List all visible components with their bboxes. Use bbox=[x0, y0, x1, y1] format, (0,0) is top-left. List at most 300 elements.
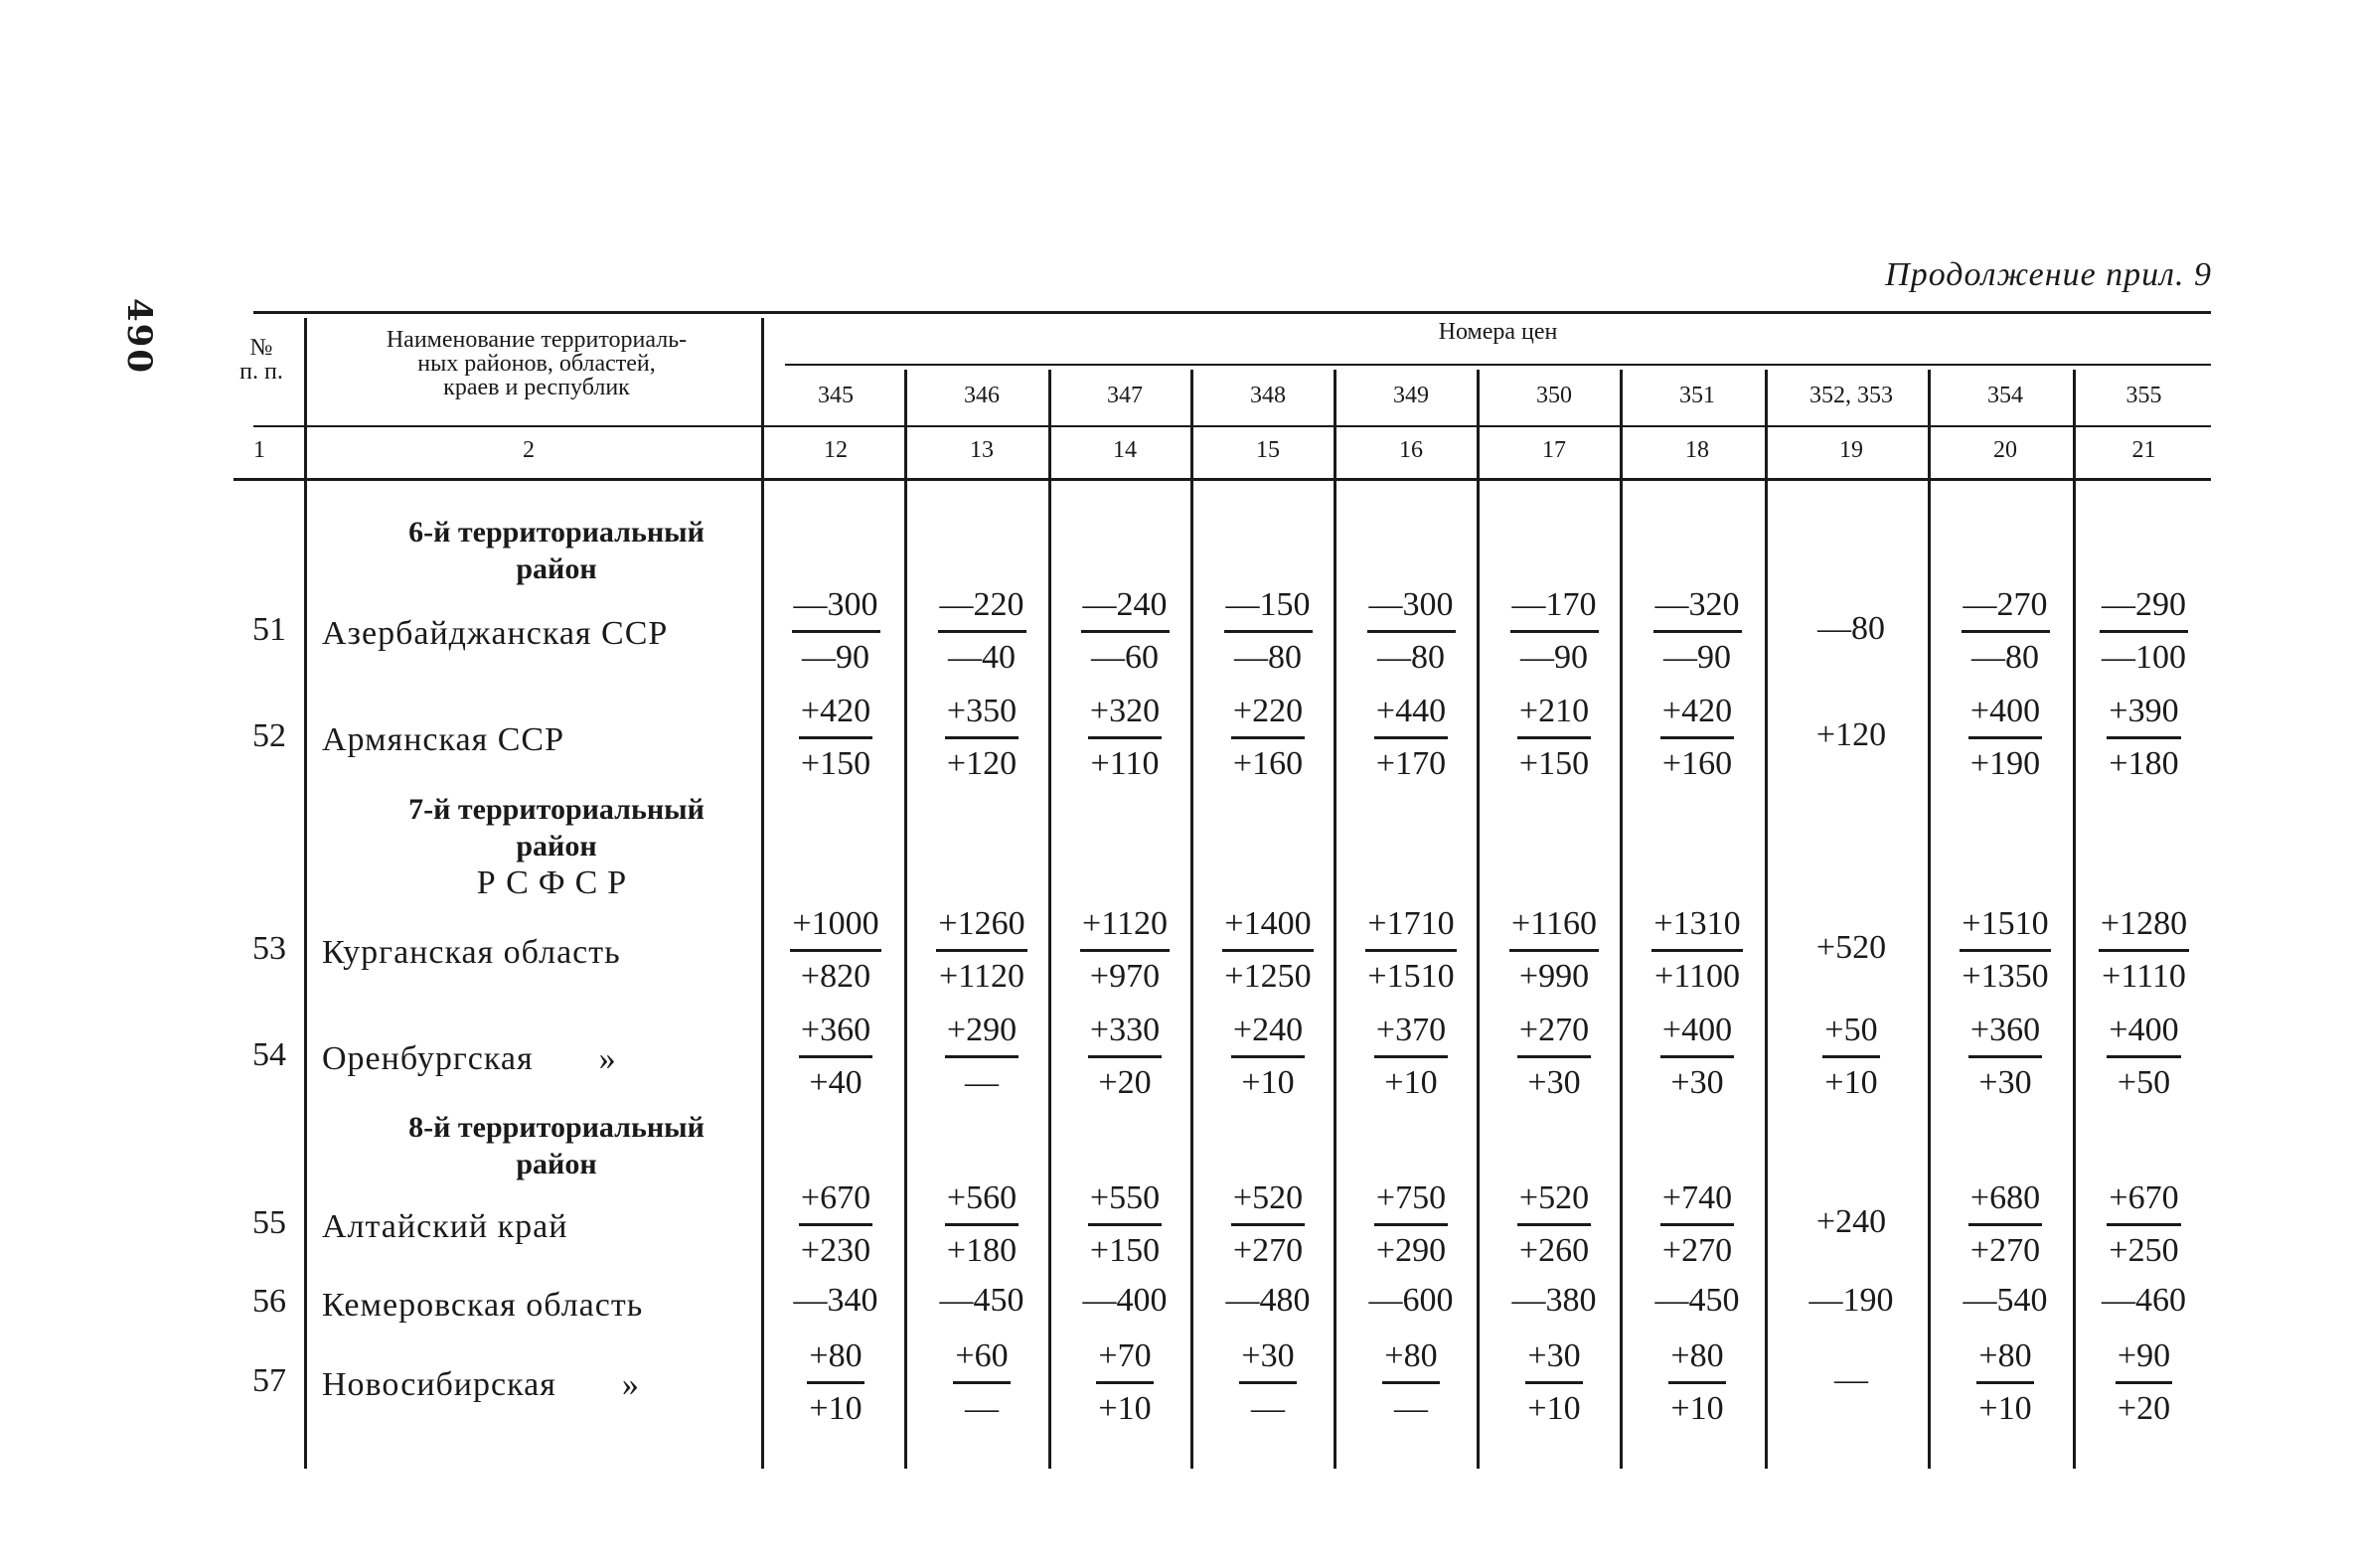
row-number: 53 bbox=[252, 930, 286, 967]
region-name-text: Оренбургская bbox=[322, 1040, 534, 1077]
price-cell bbox=[1196, 1337, 1339, 1428]
price-numerator: +210 bbox=[1517, 693, 1591, 739]
price-fraction bbox=[1367, 586, 1456, 677]
region-name bbox=[322, 1366, 640, 1404]
price-numerator: +520 bbox=[1231, 1179, 1305, 1226]
price-cell bbox=[761, 1179, 910, 1270]
price-denominator: —90 bbox=[802, 639, 869, 676]
price-numerator: —300 bbox=[792, 586, 880, 633]
price-denominator: +160 bbox=[1232, 745, 1304, 782]
price-fraction bbox=[1239, 1337, 1296, 1428]
price-cell bbox=[761, 1012, 910, 1102]
price-cell bbox=[1626, 1337, 1769, 1428]
price-cell: +240 bbox=[1815, 1203, 1887, 1240]
price-denominator: +180 bbox=[2109, 745, 2179, 782]
price-fraction bbox=[807, 1337, 864, 1428]
price-numerator: +560 bbox=[945, 1179, 1019, 1226]
row-number: 54 bbox=[252, 1036, 286, 1073]
price-cell bbox=[1626, 586, 1769, 677]
price-denominator: —80 bbox=[1971, 639, 2039, 676]
price-denominator: — bbox=[1394, 1390, 1428, 1427]
price-fraction bbox=[2099, 905, 2189, 996]
price-column-number: 352, 353 bbox=[1809, 383, 1893, 408]
price-numerator: +330 bbox=[1088, 1012, 1162, 1058]
price-numerator: —270 bbox=[1962, 586, 2050, 633]
price-cell bbox=[1339, 905, 1483, 996]
continuation-caption: Продолжение прил. 9 bbox=[1885, 256, 2212, 293]
price-numerator: +320 bbox=[1088, 693, 1162, 739]
price-fraction bbox=[1231, 1012, 1305, 1102]
price-fraction bbox=[1968, 693, 2042, 783]
price-cell bbox=[1483, 586, 1626, 677]
price-cell bbox=[910, 905, 1053, 996]
district-heading-line: район bbox=[516, 552, 597, 585]
price-cell bbox=[1053, 586, 1196, 677]
price-cell: —460 bbox=[2102, 1282, 2186, 1319]
price-fraction bbox=[2107, 1179, 2180, 1270]
price-column-number: 346 bbox=[964, 383, 1000, 408]
price-numerator: +70 bbox=[1096, 1337, 1153, 1384]
price-fraction bbox=[799, 693, 872, 783]
price-numerator: +240 bbox=[1231, 1012, 1305, 1058]
price-cell: —540 bbox=[1963, 1282, 2048, 1319]
column-rule bbox=[761, 318, 764, 362]
column-number: 15 bbox=[1256, 437, 1280, 463]
price-denominator: +190 bbox=[1969, 745, 2041, 782]
price-fraction bbox=[790, 905, 880, 996]
price-denominator: —60 bbox=[1091, 639, 1159, 676]
district-heading bbox=[308, 1109, 805, 1182]
price-fraction bbox=[938, 586, 1026, 677]
price-fraction bbox=[792, 586, 880, 677]
price-denominator: +260 bbox=[1518, 1232, 1590, 1269]
price-denominator: +820 bbox=[800, 958, 871, 995]
price-denominator: +10 bbox=[1670, 1390, 1724, 1427]
price-cell: —450 bbox=[939, 1282, 1024, 1319]
price-column-number: 351 bbox=[1679, 383, 1715, 408]
price-cell bbox=[1053, 1337, 1196, 1428]
price-fraction bbox=[1231, 693, 1305, 783]
column-rule bbox=[304, 318, 307, 1469]
header-no-line: № bbox=[249, 335, 273, 361]
price-numerator: +80 bbox=[1976, 1337, 2033, 1384]
price-denominator: —90 bbox=[1663, 639, 1731, 676]
column-number: 19 bbox=[1839, 437, 1863, 463]
price-cell bbox=[1626, 693, 1769, 783]
price-cell bbox=[910, 1179, 1053, 1270]
price-cell bbox=[2077, 586, 2211, 677]
price-denominator: +990 bbox=[1518, 958, 1590, 995]
price-cell bbox=[761, 1337, 910, 1428]
price-cell bbox=[1626, 1179, 1769, 1270]
price-fraction bbox=[1653, 586, 1742, 677]
price-denominator: +10 bbox=[1824, 1064, 1878, 1101]
price-cell: —190 bbox=[1808, 1282, 1894, 1319]
price-denominator: — bbox=[965, 1064, 999, 1101]
region-name-text: Кемеровская область bbox=[322, 1287, 644, 1324]
price-cell bbox=[1483, 1179, 1626, 1270]
price-denominator: +20 bbox=[1098, 1064, 1152, 1101]
price-numerator: +750 bbox=[1374, 1179, 1448, 1226]
price-numerator: +80 bbox=[1668, 1337, 1725, 1384]
price-fraction bbox=[1962, 586, 2050, 677]
header-name-line: Наименование территориаль- bbox=[386, 327, 688, 353]
row-number: 56 bbox=[252, 1283, 286, 1320]
price-denominator: +20 bbox=[2117, 1390, 2171, 1427]
price-denominator: +120 bbox=[946, 745, 1018, 782]
price-denominator: —90 bbox=[1520, 639, 1588, 676]
district-heading bbox=[308, 791, 805, 901]
price-numerator: +400 bbox=[1968, 693, 2042, 739]
price-denominator: +1100 bbox=[1654, 958, 1740, 995]
price-denominator: +10 bbox=[809, 1390, 863, 1427]
price-fraction bbox=[1968, 1179, 2042, 1270]
header-bottom-rule bbox=[253, 425, 2211, 427]
region-name bbox=[322, 1287, 726, 1325]
price-cell bbox=[1626, 905, 1769, 996]
price-fraction bbox=[1088, 1012, 1162, 1102]
price-cell: —80 bbox=[1817, 610, 1885, 647]
price-cell bbox=[1196, 586, 1339, 677]
price-column-number: 348 bbox=[1250, 383, 1286, 408]
column-number: 17 bbox=[1542, 437, 1566, 463]
price-fraction bbox=[1976, 1337, 2033, 1428]
price-cell bbox=[1483, 1337, 1626, 1428]
price-cell bbox=[1196, 905, 1339, 996]
price-numerator: +270 bbox=[1517, 1012, 1591, 1058]
column-number: 12 bbox=[824, 437, 848, 463]
region-name bbox=[322, 721, 648, 759]
price-fraction bbox=[1651, 905, 1742, 996]
price-cell bbox=[910, 1012, 1053, 1102]
price-numerator: —240 bbox=[1081, 586, 1170, 633]
price-cell bbox=[1934, 1337, 2077, 1428]
price-numerator: +80 bbox=[1382, 1337, 1439, 1384]
price-numerator: +90 bbox=[2116, 1337, 2172, 1384]
header-no-line: п. п. bbox=[239, 359, 283, 385]
price-numerator: +1120 bbox=[1080, 905, 1170, 952]
price-numerator: +1510 bbox=[1960, 905, 2050, 952]
price-fraction bbox=[1374, 1179, 1448, 1270]
price-cell: —380 bbox=[1511, 1282, 1597, 1319]
price-denominator: +180 bbox=[946, 1232, 1018, 1269]
price-denominator: +230 bbox=[800, 1232, 871, 1269]
price-denominator: — bbox=[1251, 1390, 1285, 1427]
price-fraction bbox=[2116, 1337, 2172, 1428]
price-denominator: —100 bbox=[2102, 639, 2186, 676]
price-fraction bbox=[1517, 1179, 1591, 1270]
price-cell bbox=[1483, 1012, 1626, 1102]
price-cell bbox=[2077, 1337, 2211, 1428]
price-cell bbox=[1339, 586, 1483, 677]
column-number: 20 bbox=[1993, 437, 2017, 463]
price-denominator: +110 bbox=[1090, 745, 1160, 782]
region-name bbox=[322, 934, 705, 972]
price-cell: +520 bbox=[1815, 929, 1887, 966]
table-top-rule bbox=[253, 311, 2211, 314]
price-cell: — bbox=[1834, 1361, 1868, 1398]
price-fraction bbox=[1374, 1012, 1448, 1102]
price-numerator: —290 bbox=[2100, 586, 2188, 633]
district-heading-line: 8-й территориальный bbox=[408, 1111, 705, 1144]
price-cell bbox=[1934, 693, 2077, 783]
column-number: 2 bbox=[523, 437, 535, 463]
price-denominator: +40 bbox=[809, 1064, 863, 1101]
price-fraction bbox=[1668, 1337, 1725, 1428]
price-fraction bbox=[945, 693, 1019, 783]
price-cell bbox=[761, 586, 910, 677]
price-fraction bbox=[1517, 1012, 1591, 1102]
price-cell bbox=[1934, 905, 2077, 996]
price-column-number: 355 bbox=[2125, 383, 2162, 408]
district-heading-line: 6-й территориальный bbox=[408, 516, 705, 549]
price-cell bbox=[1053, 693, 1196, 783]
district-heading-subtitle: РСФСР bbox=[476, 864, 637, 901]
page-number: 490 bbox=[119, 298, 159, 375]
price-numerator: +1400 bbox=[1222, 905, 1313, 952]
row-number: 52 bbox=[252, 717, 286, 754]
column-number: 1 bbox=[253, 437, 265, 463]
region-name-text: Курганская область bbox=[322, 934, 621, 971]
price-numerator: +670 bbox=[799, 1179, 872, 1226]
price-fraction bbox=[953, 1337, 1010, 1428]
price-denominator: +970 bbox=[1089, 958, 1161, 995]
price-denominator: +10 bbox=[1098, 1390, 1152, 1427]
region-name bbox=[322, 1208, 651, 1246]
price-numerator: —300 bbox=[1367, 586, 1456, 633]
ditto-mark: » bbox=[621, 1366, 640, 1403]
price-column-number: 349 bbox=[1393, 383, 1429, 408]
price-numerator: —170 bbox=[1510, 586, 1599, 633]
price-denominator: +50 bbox=[2117, 1064, 2171, 1101]
column-numbers-rule bbox=[234, 478, 2211, 481]
price-fraction bbox=[1517, 693, 1591, 783]
price-column-number: 345 bbox=[818, 383, 854, 408]
price-fraction bbox=[799, 1179, 872, 1270]
price-denominator: +30 bbox=[1978, 1064, 2032, 1101]
price-numerator: +1310 bbox=[1651, 905, 1742, 952]
price-fraction bbox=[1081, 586, 1170, 677]
price-numerator: +740 bbox=[1660, 1179, 1734, 1226]
price-fraction bbox=[1509, 905, 1599, 996]
region-name-text: Алтайский край bbox=[322, 1208, 568, 1245]
price-column-number: 347 bbox=[1107, 383, 1143, 408]
price-cell bbox=[1053, 1179, 1196, 1270]
price-fraction bbox=[1660, 693, 1734, 783]
price-numerator: +550 bbox=[1088, 1179, 1162, 1226]
price-denominator: +290 bbox=[1375, 1232, 1447, 1269]
price-cell bbox=[1196, 1012, 1339, 1102]
price-denominator: +1110 bbox=[2102, 958, 2186, 995]
price-cell bbox=[1934, 1012, 2077, 1102]
price-cell: +120 bbox=[1815, 716, 1887, 753]
price-column-number: 354 bbox=[1987, 383, 2023, 408]
region-name-text: Азербайджанская ССР bbox=[322, 615, 669, 652]
price-fraction bbox=[1960, 905, 2050, 996]
price-denominator: +30 bbox=[1527, 1064, 1581, 1101]
region-name-text: Новосибирская bbox=[322, 1366, 556, 1403]
price-fraction bbox=[1088, 1179, 1162, 1270]
price-denominator: +10 bbox=[1241, 1064, 1295, 1101]
price-denominator: +1510 bbox=[1367, 958, 1455, 995]
price-fraction bbox=[1088, 693, 1162, 783]
price-fraction bbox=[1222, 905, 1313, 996]
price-denominator: +250 bbox=[2109, 1232, 2179, 1269]
price-fraction bbox=[2107, 693, 2180, 783]
price-numerator: +1710 bbox=[1365, 905, 1456, 952]
district-heading bbox=[308, 514, 805, 587]
ditto-mark: » bbox=[598, 1040, 617, 1077]
price-denominator: +150 bbox=[1089, 1232, 1161, 1269]
price-cell bbox=[1053, 905, 1196, 996]
price-cell bbox=[910, 693, 1053, 783]
column-number: 16 bbox=[1399, 437, 1423, 463]
price-cell bbox=[1769, 1012, 1934, 1102]
price-numerator: +50 bbox=[1822, 1012, 1879, 1058]
price-cell: —400 bbox=[1082, 1282, 1168, 1319]
prices-header-rule bbox=[785, 364, 2211, 366]
price-numerator: +520 bbox=[1517, 1179, 1591, 1226]
price-cell bbox=[1339, 1179, 1483, 1270]
price-numerator: +1260 bbox=[936, 905, 1026, 952]
price-denominator: +270 bbox=[1661, 1232, 1733, 1269]
header-name-line: ных районов, областей, bbox=[417, 351, 656, 377]
price-fraction bbox=[1660, 1012, 1734, 1102]
price-cell bbox=[2077, 905, 2211, 996]
price-cell bbox=[1196, 1179, 1339, 1270]
price-numerator: +1160 bbox=[1509, 905, 1599, 952]
price-cell bbox=[1196, 693, 1339, 783]
price-fraction bbox=[1231, 1179, 1305, 1270]
price-numerator: +1280 bbox=[2099, 905, 2189, 952]
price-numerator: +400 bbox=[1660, 1012, 1734, 1058]
price-denominator: +270 bbox=[1969, 1232, 2041, 1269]
price-numerator: —150 bbox=[1224, 586, 1313, 633]
price-cell: —340 bbox=[793, 1282, 878, 1319]
price-cell: —480 bbox=[1225, 1282, 1311, 1319]
price-denominator: +10 bbox=[1384, 1064, 1438, 1101]
price-numerator: +400 bbox=[2107, 1012, 2180, 1058]
price-fraction bbox=[1822, 1012, 1879, 1102]
price-denominator: — bbox=[965, 1390, 999, 1427]
price-numerator: +440 bbox=[1374, 693, 1448, 739]
row-number: 57 bbox=[252, 1362, 286, 1399]
district-heading-line: район bbox=[516, 830, 597, 862]
price-denominator: —80 bbox=[1377, 639, 1445, 676]
price-fraction bbox=[1968, 1012, 2042, 1102]
price-cell bbox=[1626, 1012, 1769, 1102]
price-column-number: 350 bbox=[1536, 383, 1572, 408]
price-fraction bbox=[1374, 693, 1448, 783]
price-cell: —450 bbox=[1654, 1282, 1740, 1319]
row-number: 55 bbox=[252, 1204, 286, 1241]
region-name-text: Армянская ССР bbox=[322, 721, 564, 758]
price-cell bbox=[761, 905, 910, 996]
price-numerator: +390 bbox=[2107, 693, 2180, 739]
price-fraction bbox=[1365, 905, 1456, 996]
price-denominator: +30 bbox=[1670, 1064, 1724, 1101]
price-cell bbox=[910, 1337, 1053, 1428]
price-numerator: +360 bbox=[799, 1012, 872, 1058]
price-numerator: +30 bbox=[1525, 1337, 1582, 1384]
price-fraction bbox=[1096, 1337, 1153, 1428]
price-denominator: +10 bbox=[1527, 1390, 1581, 1427]
price-cell bbox=[1339, 1337, 1483, 1428]
price-numerator: +30 bbox=[1239, 1337, 1296, 1384]
price-cell bbox=[1339, 1012, 1483, 1102]
price-denominator: +160 bbox=[1661, 745, 1733, 782]
region-name bbox=[322, 1040, 617, 1078]
price-cell bbox=[1483, 693, 1626, 783]
column-number: 13 bbox=[970, 437, 994, 463]
price-cell bbox=[1053, 1012, 1196, 1102]
price-denominator: —40 bbox=[948, 639, 1016, 676]
price-numerator: —320 bbox=[1653, 586, 1742, 633]
price-fraction bbox=[1382, 1337, 1439, 1428]
price-numerator: +370 bbox=[1374, 1012, 1448, 1058]
price-cell bbox=[1934, 1179, 2077, 1270]
price-fraction bbox=[1660, 1179, 1734, 1270]
header-name bbox=[313, 328, 760, 399]
header-name-line: краев и республик bbox=[443, 375, 630, 400]
price-cell bbox=[2077, 693, 2211, 783]
price-numerator: —220 bbox=[938, 586, 1026, 633]
price-denominator: +1250 bbox=[1224, 958, 1312, 995]
price-cell bbox=[761, 693, 910, 783]
price-cell bbox=[2077, 1179, 2211, 1270]
price-fraction bbox=[1525, 1337, 1582, 1428]
district-heading-line: 7-й территориальный bbox=[408, 793, 705, 826]
price-fraction bbox=[945, 1179, 1019, 1270]
price-denominator: +270 bbox=[1232, 1232, 1304, 1269]
column-number: 21 bbox=[2131, 437, 2156, 463]
price-fraction bbox=[1510, 586, 1599, 677]
price-numerator: +1000 bbox=[790, 905, 880, 952]
price-cell bbox=[1934, 586, 2077, 677]
price-numerator: +350 bbox=[945, 693, 1019, 739]
price-cell bbox=[1339, 693, 1483, 783]
price-fraction bbox=[2107, 1012, 2180, 1102]
row-number: 51 bbox=[252, 611, 286, 648]
price-numerator: +80 bbox=[807, 1337, 864, 1384]
price-denominator: +10 bbox=[1978, 1390, 2032, 1427]
price-numerator: +420 bbox=[799, 693, 872, 739]
region-name bbox=[322, 615, 751, 653]
price-fraction bbox=[2100, 586, 2188, 677]
price-numerator: +220 bbox=[1231, 693, 1305, 739]
price-fraction bbox=[1224, 586, 1313, 677]
price-fraction bbox=[799, 1012, 872, 1102]
price-denominator: —80 bbox=[1234, 639, 1302, 676]
price-denominator: +1120 bbox=[939, 958, 1024, 995]
price-denominator: +150 bbox=[1518, 745, 1590, 782]
price-fraction bbox=[945, 1012, 1019, 1102]
price-cell: —600 bbox=[1368, 1282, 1454, 1319]
price-cell bbox=[1483, 905, 1626, 996]
price-numerator: +680 bbox=[1968, 1179, 2042, 1226]
header-price-numbers: Номера цен bbox=[1438, 319, 1558, 345]
column-number: 14 bbox=[1113, 437, 1137, 463]
price-cell bbox=[2077, 1012, 2211, 1102]
price-numerator: +670 bbox=[2107, 1179, 2180, 1226]
price-numerator: +290 bbox=[945, 1012, 1019, 1058]
district-heading-line: район bbox=[516, 1148, 597, 1180]
price-denominator: +170 bbox=[1375, 745, 1447, 782]
price-fraction bbox=[1080, 905, 1170, 996]
column-number: 18 bbox=[1685, 437, 1709, 463]
price-denominator: +1350 bbox=[1962, 958, 2049, 995]
price-numerator: +420 bbox=[1660, 693, 1734, 739]
